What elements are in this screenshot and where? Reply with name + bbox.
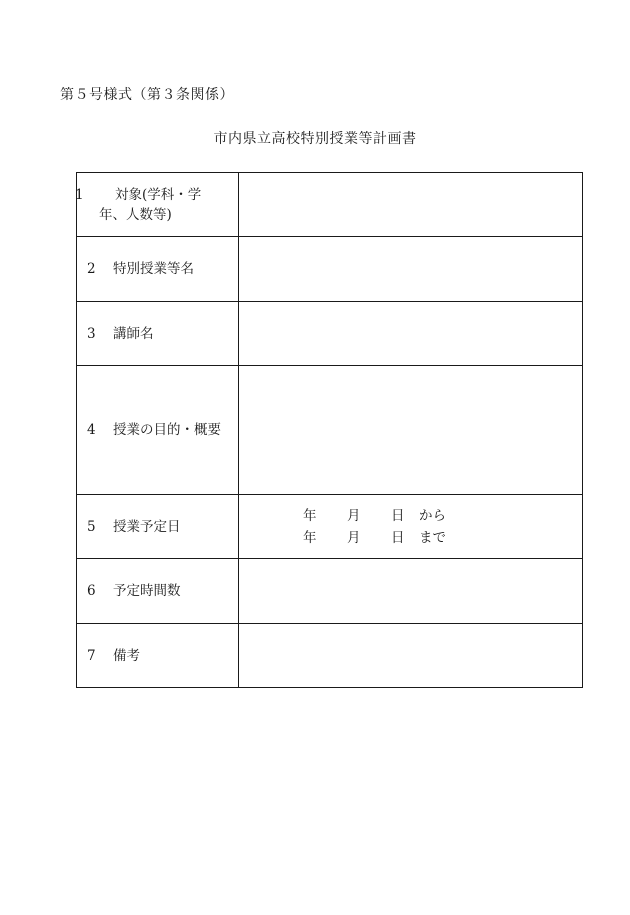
plan-row-3 — [77, 302, 583, 366]
item-label-cell — [77, 302, 239, 366]
item-value-cell[interactable] — [239, 366, 583, 495]
item-label-text: 特別授業等名 — [113, 261, 194, 277]
plan-table — [76, 172, 583, 688]
scheduled-date-block — [303, 505, 582, 549]
plan-row-4 — [77, 366, 583, 495]
plan-row-1 — [77, 173, 583, 237]
day-label: 日 — [391, 529, 405, 546]
plan-row-5 — [77, 495, 583, 559]
plan-table-body — [77, 173, 583, 688]
item-label-text: 予定時間数 — [113, 583, 181, 599]
plan-row-6 — [77, 559, 583, 624]
form-number: 第５号様式（第３条関係） — [60, 87, 234, 103]
item-value-cell[interactable] — [239, 237, 583, 302]
plan-row-7 — [77, 624, 583, 688]
item-number: 3 — [87, 325, 96, 342]
month-label: 月 — [347, 507, 361, 524]
item-label-cell — [77, 366, 239, 495]
item-label-cell — [77, 559, 239, 624]
item-number: 2 — [87, 261, 96, 277]
item-label — [87, 581, 238, 601]
plan-row-2 — [77, 237, 583, 302]
item-label-text: 講師名 — [113, 325, 154, 342]
date-to-line — [303, 527, 582, 549]
day-label: 日 — [391, 507, 405, 524]
range-suffix-label: まで — [419, 529, 446, 546]
item-label-text: 対象(学科・学年、人数等) — [99, 186, 202, 223]
date-from-line — [303, 505, 582, 527]
item-label-cell — [77, 173, 239, 237]
item-number: 7 — [87, 647, 96, 664]
item-label — [75, 185, 227, 225]
item-label-text: 授業の目的・概要 — [113, 422, 221, 438]
item-label — [87, 517, 238, 537]
item-value-cell[interactable] — [239, 302, 583, 366]
month-label: 月 — [347, 529, 361, 546]
item-label — [87, 324, 238, 344]
item-number: 6 — [87, 583, 96, 599]
item-label-text: 授業予定日 — [113, 518, 181, 535]
item-label-cell — [77, 624, 239, 688]
document-title: 市内県立高校特別授業等計画書 — [213, 131, 417, 147]
item-label — [87, 646, 238, 666]
item-value-cell[interactable] — [239, 559, 583, 624]
item-label-cell — [77, 237, 239, 302]
year-label: 年 — [303, 507, 317, 524]
item-number: 4 — [87, 422, 96, 438]
range-suffix-label: から — [419, 507, 446, 524]
item-number: 5 — [87, 518, 96, 535]
item-label — [87, 259, 238, 279]
item-label — [87, 420, 238, 440]
item-value-cell[interactable] — [239, 173, 583, 237]
item-value-cell[interactable] — [239, 624, 583, 688]
item-label-cell — [77, 495, 239, 559]
item-value-cell[interactable] — [239, 495, 583, 559]
item-number: 1 — [75, 186, 84, 203]
year-label: 年 — [303, 529, 317, 546]
item-label-text: 備考 — [113, 647, 140, 664]
